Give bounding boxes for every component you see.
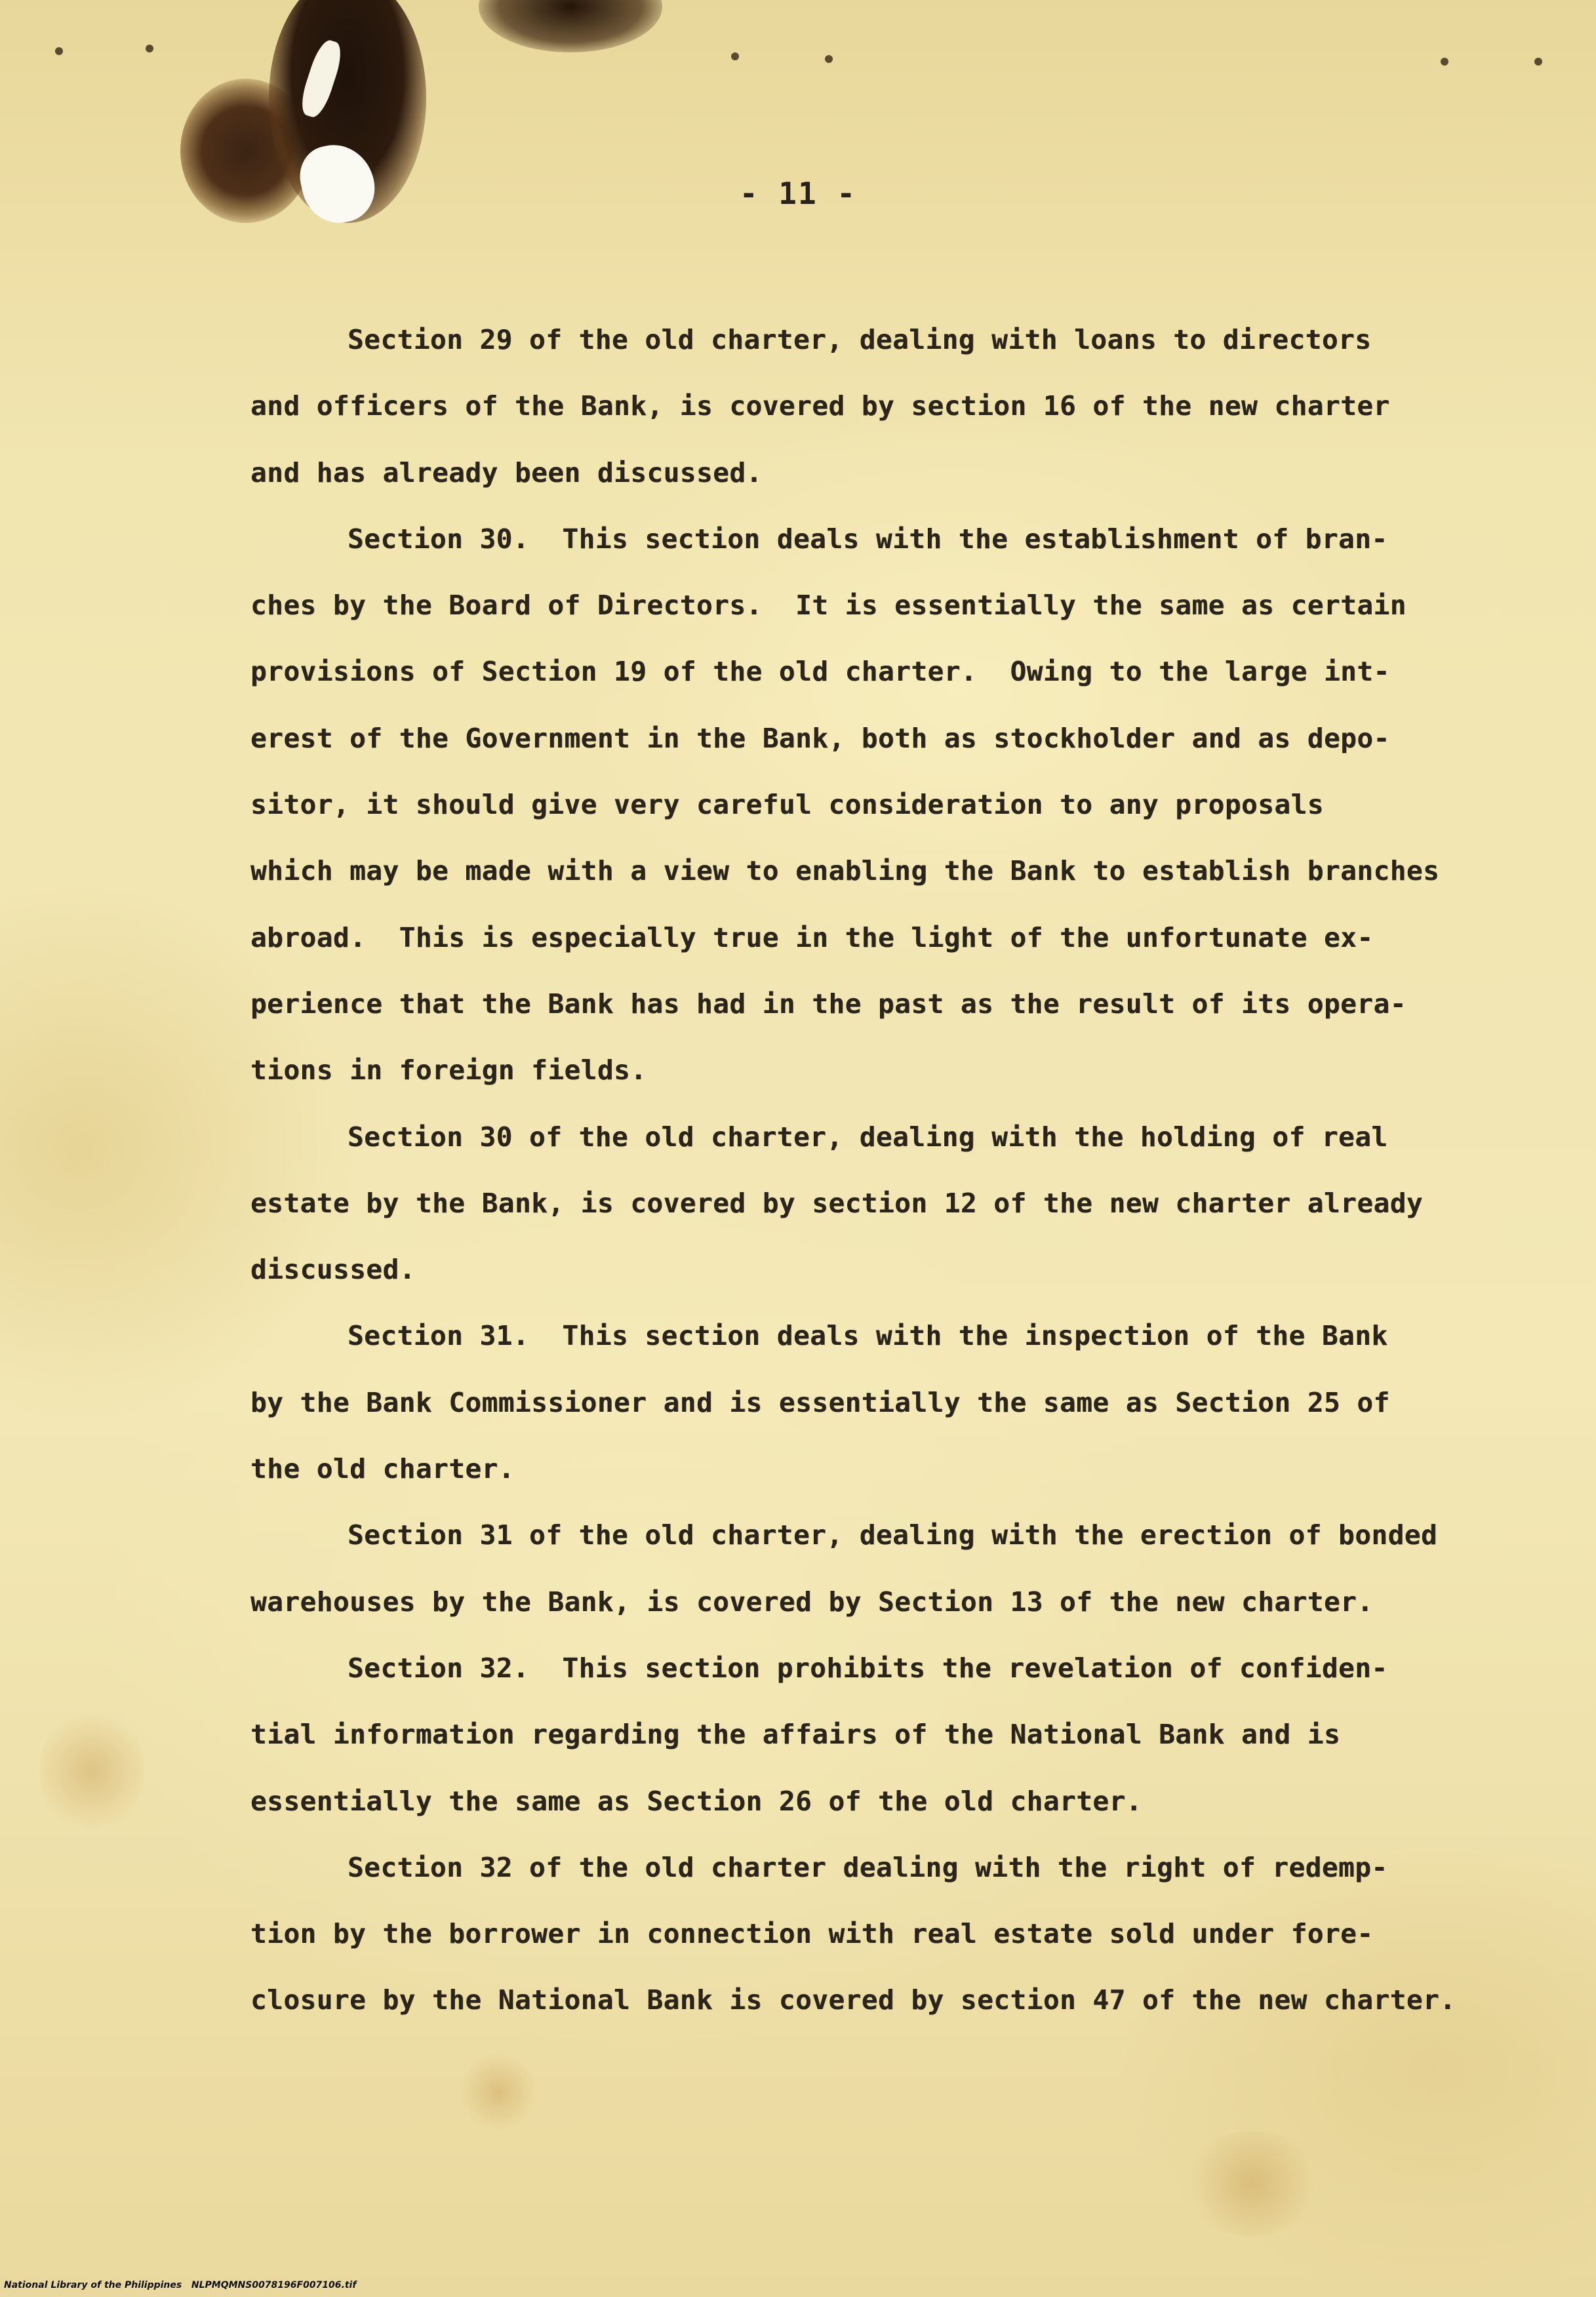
text-line: Section 30 of the old charter, dealing with the holding of real xyxy=(348,1121,1388,1153)
burn-mark xyxy=(479,0,662,52)
punch-mark xyxy=(1441,58,1448,66)
page-number: - 11 - xyxy=(739,176,857,211)
text-line: warehouses by the Bank, is covered by Section 13 of the new charter. xyxy=(250,1586,1374,1618)
text-line: perience that the Bank has had in the past as the result of its opera- xyxy=(250,988,1406,1020)
punch-mark xyxy=(731,52,739,60)
punch-mark xyxy=(55,47,63,55)
document-body xyxy=(250,307,1477,2034)
text-line: provisions of Section 19 of the old charter. Owing to the large int- xyxy=(250,656,1390,688)
stain xyxy=(459,2052,538,2131)
text-line: tion by the borrower in connection with real estate sold under fore- xyxy=(250,1918,1374,1950)
punch-mark xyxy=(146,45,153,52)
punch-mark xyxy=(825,55,833,63)
text-line: and officers of the Bank, is covered by section 16 of the new charter xyxy=(250,390,1390,422)
text-line: essentially the same as Section 26 of the old charter. xyxy=(250,1785,1142,1817)
text-line: by the Bank Commissioner and is essentially the same as Section 25 of xyxy=(250,1386,1390,1418)
text-line: Section 30. This section deals with the establishment of bran- xyxy=(348,523,1388,555)
text-line: tial information regarding the affairs of the National Bank and is xyxy=(250,1719,1341,1751)
text-line: ches by the Board of Directors. It is essentially the same as certain xyxy=(250,589,1406,622)
text-line: sitor, it should give very careful consideration to any proposals xyxy=(250,789,1324,821)
text-line: estate by the Bank, is covered by section 12 of the new charter already xyxy=(250,1187,1424,1219)
archive-file-id: NLPMQMNS0078196F007106.tif xyxy=(191,2280,357,2290)
text-line: and has already been discussed. xyxy=(250,456,763,489)
punch-mark xyxy=(1534,58,1542,66)
archive-footer xyxy=(4,2280,356,2290)
text-line: Section 32 of the old charter dealing with the right of redemp- xyxy=(348,1851,1388,1883)
text-line: Section 31. This section deals with the inspection of the Bank xyxy=(348,1320,1388,1352)
text-line: Section 32. This section prohibits the revelation of confiden- xyxy=(348,1652,1388,1684)
text-line: closure by the National Bank is covered by section 47 of the new charter. xyxy=(250,1984,1456,2016)
text-line: abroad. This is especially true in the light of the unfortunate ex- xyxy=(250,921,1374,953)
text-line: erest of the Government in the Bank, both as stockholder and as depo- xyxy=(250,722,1390,754)
text-line: discussed. xyxy=(250,1254,416,1286)
stain xyxy=(39,1705,144,1836)
text-line: Section 29 of the old charter, dealing with loans to directors xyxy=(348,324,1372,355)
stain xyxy=(1180,2131,1325,2236)
text-line: Section 31 of the old charter, dealing with the erection of bonded xyxy=(348,1519,1438,1551)
archive-source: National Library of the Philippines xyxy=(4,2280,182,2290)
text-line: the old charter. xyxy=(250,1453,515,1485)
text-line: tions in foreign fields. xyxy=(250,1054,647,1087)
text-line: which may be made with a view to enabling the Bank to establish branches xyxy=(250,855,1440,887)
